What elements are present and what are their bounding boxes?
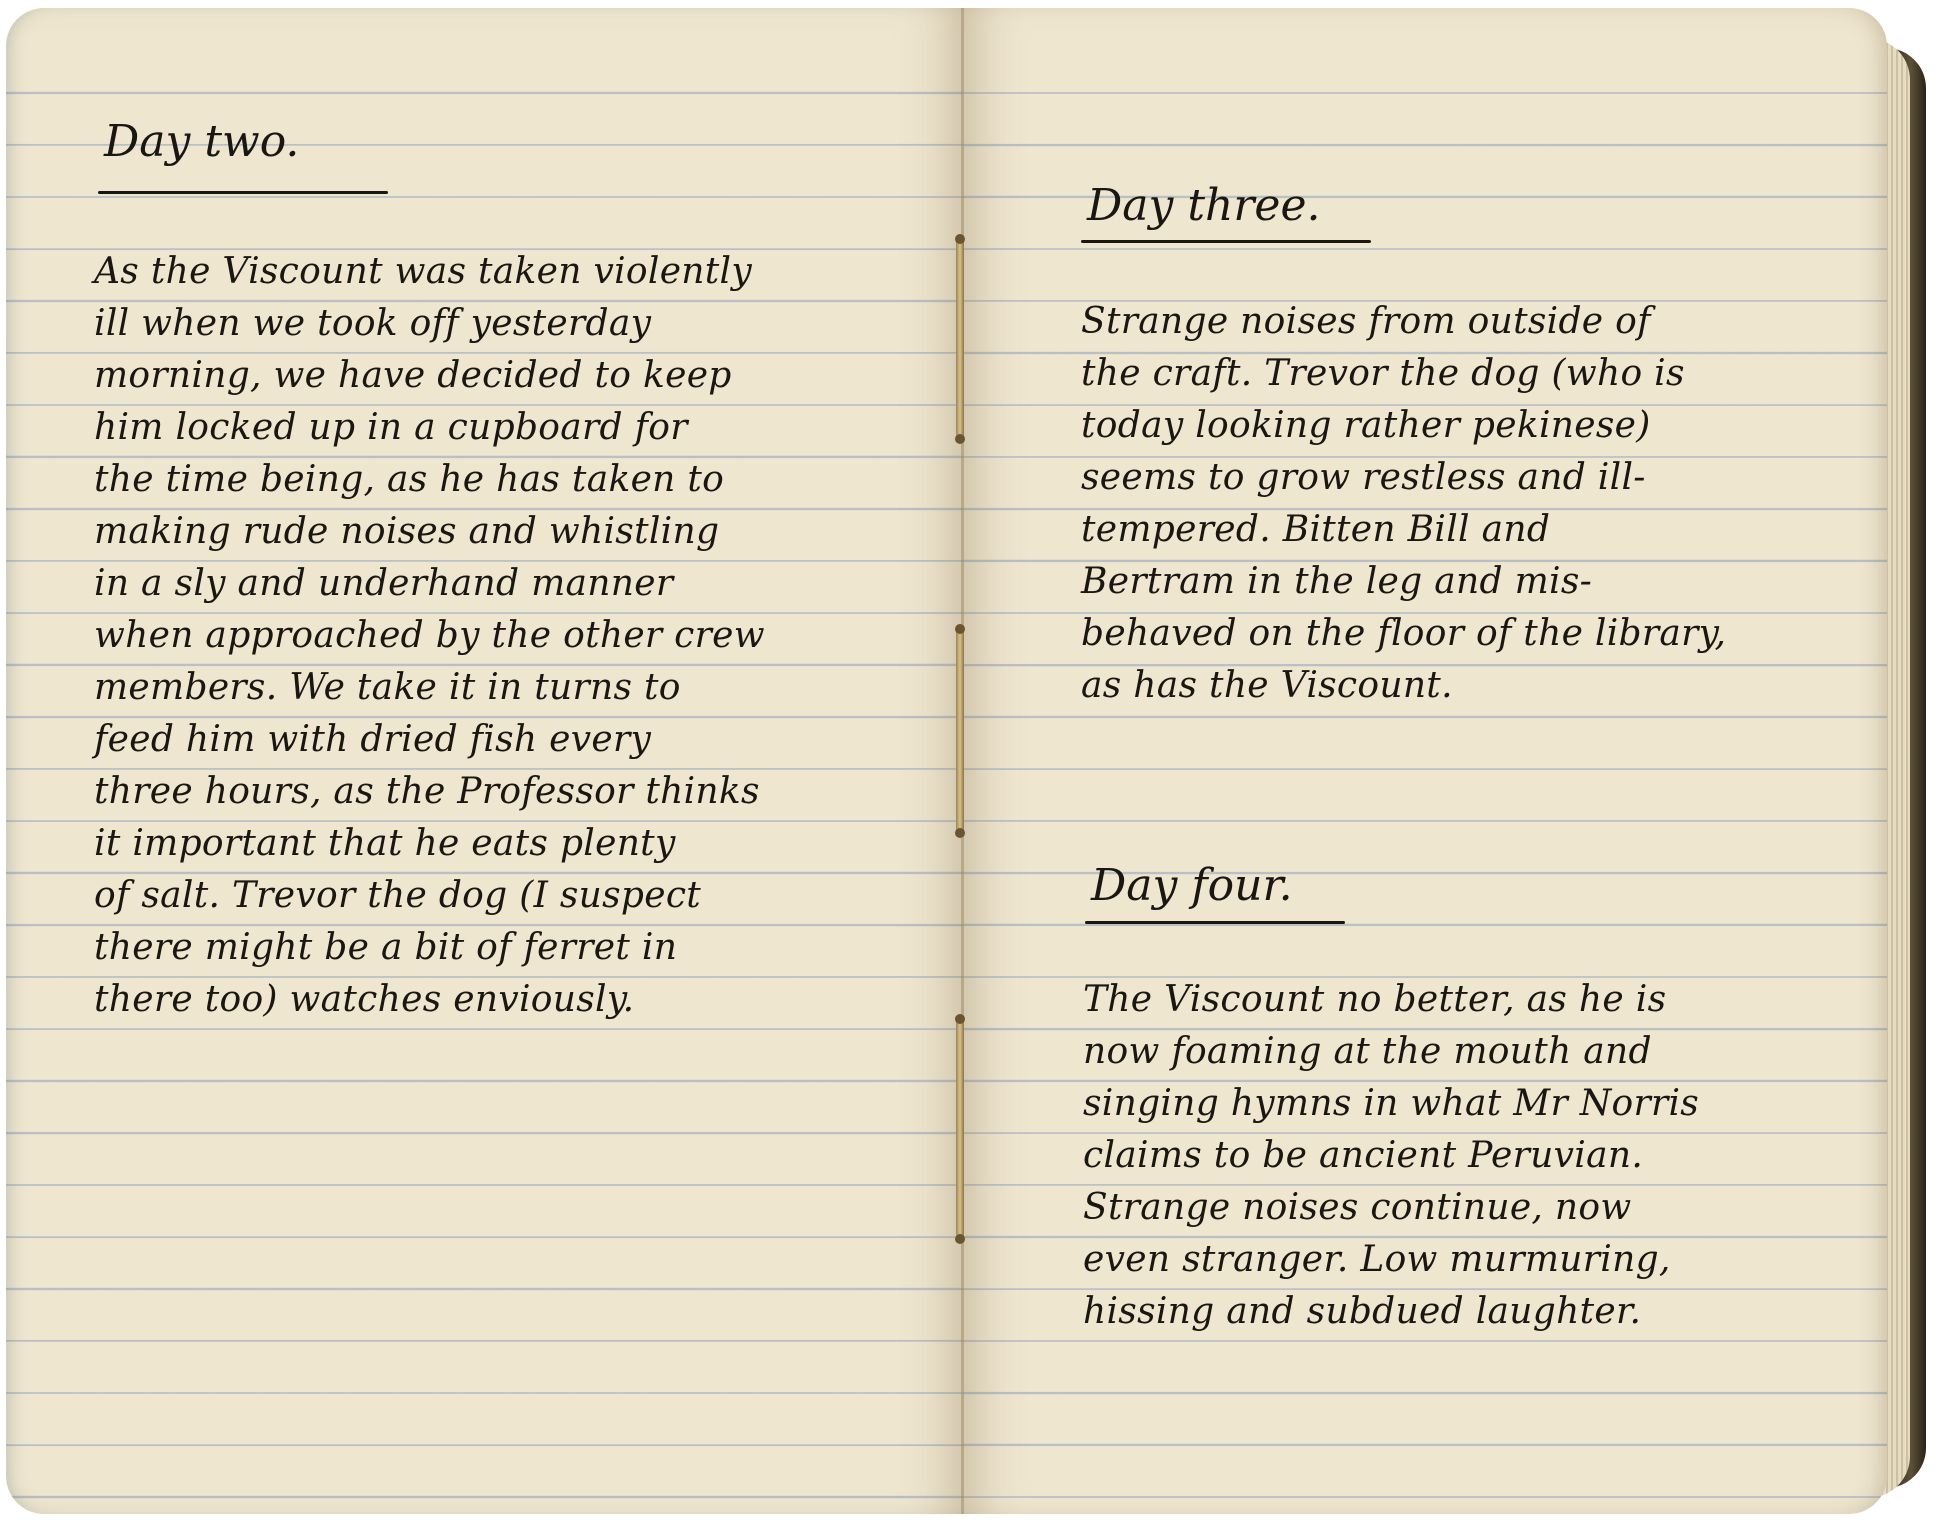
- text-line: members. We take it in turns to: [94, 667, 681, 708]
- text-line: when approached by the other crew: [94, 615, 765, 656]
- text-line: feed him with dried fish every: [94, 719, 652, 760]
- binding-stitch: [956, 238, 964, 438]
- right-page: [963, 8, 1887, 1514]
- text-line: there too) watches enviously.: [94, 979, 635, 1020]
- text-line: of salt. Trevor the dog (I suspect: [94, 875, 702, 916]
- stitch-hole: [955, 828, 965, 838]
- text-line: in a sly and underhand manner: [94, 563, 674, 604]
- text-line: him locked up in a cupboard for: [94, 407, 688, 448]
- entry-body-day-two: [94, 251, 914, 1034]
- text-line: Bertram in the leg and mis-: [1081, 561, 1593, 602]
- entry-heading-day-two: Day two.: [104, 116, 300, 167]
- text-line: there might be a bit of ferret in: [94, 927, 678, 968]
- text-line: even stranger. Low murmuring,: [1083, 1239, 1671, 1280]
- text-line: tempered. Bitten Bill and: [1081, 509, 1551, 550]
- binding-stitch: [956, 628, 964, 833]
- entry-body-day-four: [1083, 979, 1863, 1362]
- text-line: the time being, as he has taken to: [94, 459, 725, 500]
- text-line: The Viscount no better, as he is: [1083, 979, 1667, 1020]
- text-line: claims to be ancient Peruvian.: [1083, 1135, 1644, 1176]
- text-line: it important that he eats plenty: [94, 823, 676, 864]
- stitch-hole: [955, 434, 965, 444]
- entry-body-day-three: [1081, 301, 1861, 724]
- text-line: As the Viscount was taken violently: [94, 251, 753, 292]
- entry-heading-day-four: Day four.: [1091, 860, 1293, 911]
- binding-stitch: [956, 1018, 964, 1238]
- text-line: three hours, as the Professor thinks: [94, 771, 760, 812]
- notebook: [6, 8, 1918, 1514]
- text-line: now foaming at the mouth and: [1083, 1031, 1652, 1072]
- heading-underline: [98, 191, 388, 194]
- stitch-hole: [955, 1234, 965, 1244]
- entry-heading-day-three: Day three.: [1087, 180, 1321, 231]
- text-line: seems to grow restless and ill-: [1081, 457, 1646, 498]
- heading-underline: [1085, 921, 1345, 924]
- text-line: making rude noises and whistling: [94, 511, 720, 552]
- text-line: ill when we took off yesterday: [94, 303, 652, 344]
- heading-underline: [1081, 240, 1371, 243]
- stitch-hole: [955, 234, 965, 244]
- text-line: singing hymns in what Mr Norris: [1083, 1083, 1700, 1124]
- text-line: behaved on the floor of the library,: [1081, 613, 1727, 654]
- text-line: Strange noises from outside of: [1081, 301, 1651, 342]
- text-line: as has the Viscount.: [1081, 665, 1453, 706]
- text-line: Strange noises continue, now: [1083, 1187, 1632, 1228]
- left-page: [6, 8, 963, 1514]
- stitch-hole: [955, 624, 965, 634]
- stitch-hole: [955, 1014, 965, 1024]
- text-line: morning, we have decided to keep: [94, 355, 732, 396]
- text-line: hissing and subdued laughter.: [1083, 1291, 1642, 1332]
- text-line: the craft. Trevor the dog (who is: [1081, 353, 1685, 394]
- text-line: today looking rather pekinese): [1081, 405, 1651, 446]
